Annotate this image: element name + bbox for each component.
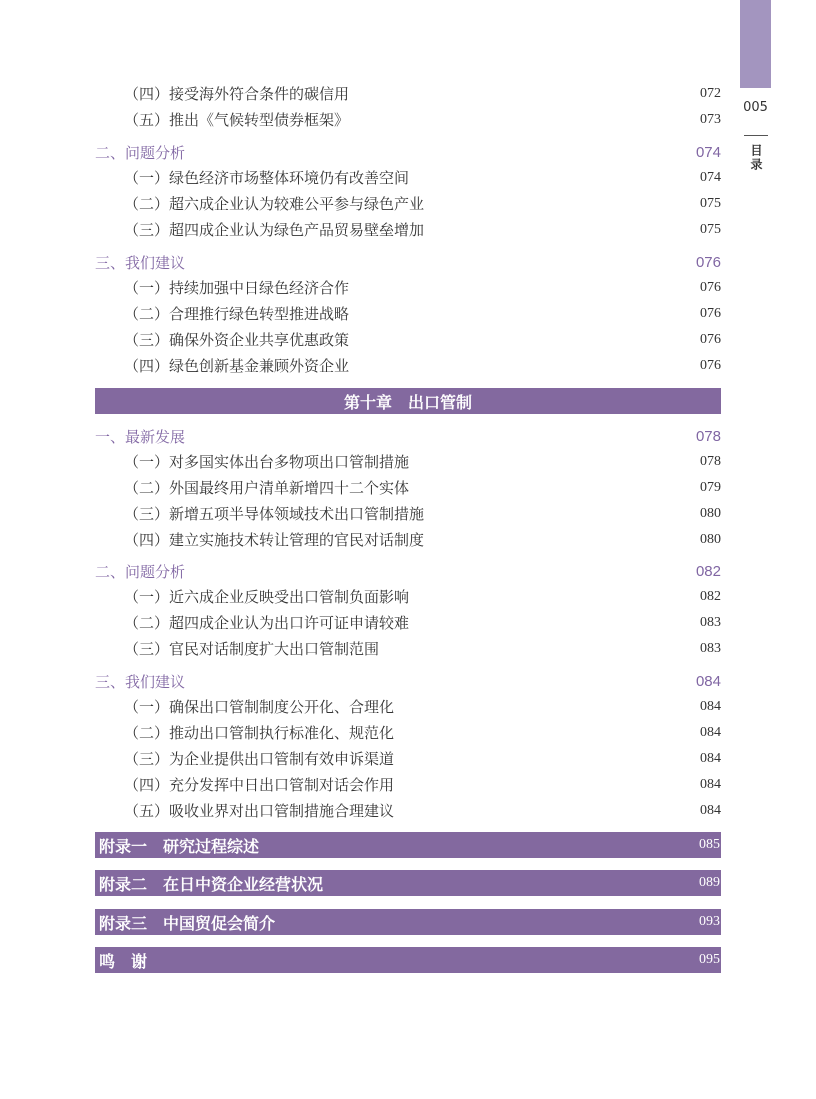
toc-entry-page: 072 [700,86,721,101]
toc-entry-title: （四）充分发挥中日出口管制对话会作用 [124,776,395,794]
toc-entry[interactable] [95,611,721,635]
appendix-page: 089 [699,875,720,890]
toc-entry[interactable] [95,585,721,609]
toc-entry-page: 073 [700,112,721,127]
toc-entry[interactable] [95,637,721,661]
toc-section[interactable] [95,560,721,584]
page-number: 005 [743,100,768,115]
appendix-bar[interactable] [95,909,721,935]
toc-entry[interactable] [95,166,721,190]
toc-entry[interactable] [95,108,721,132]
toc-entry[interactable] [95,721,721,745]
toc-entry-page: 084 [700,751,721,766]
toc-entry-title: （一）绿色经济市场整体环境仍有改善空间 [124,169,410,187]
toc-entry-page: 083 [700,641,721,656]
toc-entry-page: 084 [700,777,721,792]
toc-entry[interactable] [95,218,721,242]
toc-entry-title: （二）超六成企业认为较难公平参与绿色产业 [124,195,425,213]
toc-entry[interactable] [95,302,721,326]
toc-section-page: 074 [695,144,721,161]
toc-section-page: 084 [695,673,721,690]
toc-entry-title: （四）绿色创新基金兼顾外资企业 [124,357,350,375]
side-color-tab [740,0,771,88]
appendix-bar[interactable] [95,832,721,858]
toc-entry[interactable] [95,82,721,106]
toc-entry-page: 075 [700,196,721,211]
toc-entry-title: （四）建立实施技术转让管理的官民对话制度 [124,531,425,549]
toc-entry[interactable] [95,450,721,474]
toc-entry-page: 076 [700,332,721,347]
toc-entry[interactable] [95,328,721,352]
acknowledgements-bar[interactable] [95,947,721,973]
toc-section[interactable] [95,251,721,275]
acknowledgements-page: 095 [699,952,720,967]
toc-side-label: 目录 [749,144,763,172]
appendix-page: 093 [699,914,720,929]
toc-entry[interactable] [95,192,721,216]
toc-entry-title: （二）外国最终用户清单新增四十二个实体 [124,479,410,497]
toc-entry-title: （一）近六成企业反映受出口管制负面影响 [124,588,410,606]
toc-entry-title: （二）推动出口管制执行标准化、规范化 [124,724,395,742]
toc-entry[interactable] [95,354,721,378]
appendix-bar[interactable] [95,870,721,896]
appendix-title: 附录一 研究过程综述 [99,836,260,856]
toc-entry[interactable] [95,747,721,771]
toc-entry[interactable] [95,528,721,552]
appendix-title: 附录二 在日中资企业经营状况 [99,874,324,894]
toc-entry-title: （一）持续加强中日绿色经济合作 [124,279,350,297]
toc-entry-page: 084 [700,699,721,714]
toc-entry-page: 075 [700,222,721,237]
toc-entry-page: 080 [700,506,721,521]
toc-entry-page: 078 [700,454,721,469]
toc-entry-title: （一）对多国实体出台多物项出口管制措施 [124,453,410,471]
toc-entry[interactable] [95,276,721,300]
toc-section-title: 二、问题分析 [95,563,186,581]
toc-section[interactable] [95,141,721,165]
toc-section-title: 三、我们建议 [95,254,186,272]
toc-entry-title: （三）新增五项半导体领域技术出口管制措施 [124,505,425,523]
toc-section-title: 一、最新发展 [95,428,186,446]
toc-section-page: 078 [695,428,721,445]
toc-section-title: 二、问题分析 [95,144,186,162]
toc-section[interactable] [95,425,721,449]
toc-entry-page: 076 [700,358,721,373]
acknowledgements-title: 鸣 谢 [99,951,148,971]
toc-entry-title: （四）接受海外符合条件的碳信用 [124,85,350,103]
toc-section-page: 076 [695,254,721,271]
toc-entry-page: 083 [700,615,721,630]
toc-entry-page: 074 [700,170,721,185]
toc-entry[interactable] [95,773,721,797]
side-divider [744,135,768,136]
toc-entry-title: （三）为企业提供出口管制有效申诉渠道 [124,750,395,768]
toc-entry-title: （五）推出《气候转型债券框架》 [124,111,350,129]
chapter-heading-bar[interactable] [95,388,721,414]
toc-entry-page: 084 [700,803,721,818]
toc-section[interactable] [95,670,721,694]
toc-entry-title: （三）官民对话制度扩大出口管制范围 [124,640,380,658]
toc-entry-page: 076 [700,306,721,321]
toc-entry-page: 084 [700,725,721,740]
appendix-page: 085 [699,837,720,852]
chapter-title: 第十章 出口管制 [343,392,472,412]
toc-entry-page: 082 [700,589,721,604]
appendix-title: 附录三 中国贸促会简介 [99,913,276,933]
toc-entry[interactable] [95,502,721,526]
toc-section-title: 三、我们建议 [95,673,186,691]
toc-entry-title: （二）超四成企业认为出口许可证申请较难 [124,614,410,632]
toc-entry[interactable] [95,695,721,719]
toc-entry[interactable] [95,476,721,500]
toc-entry-title: （三）超四成企业认为绿色产品贸易壁垒增加 [124,221,425,239]
toc-entry-title: （五）吸收业界对出口管制措施合理建议 [124,802,395,820]
toc-entry-title: （一）确保出口管制制度公开化、合理化 [124,698,395,716]
toc-entry-title: （二）合理推行绿色转型推进战略 [124,305,350,323]
toc-entry-title: （三）确保外资企业共享优惠政策 [124,331,350,349]
toc-entry-page: 076 [700,280,721,295]
toc-entry-page: 080 [700,532,721,547]
toc-section-page: 082 [695,563,721,580]
toc-entry-page: 079 [700,480,721,495]
toc-entry[interactable] [95,799,721,823]
